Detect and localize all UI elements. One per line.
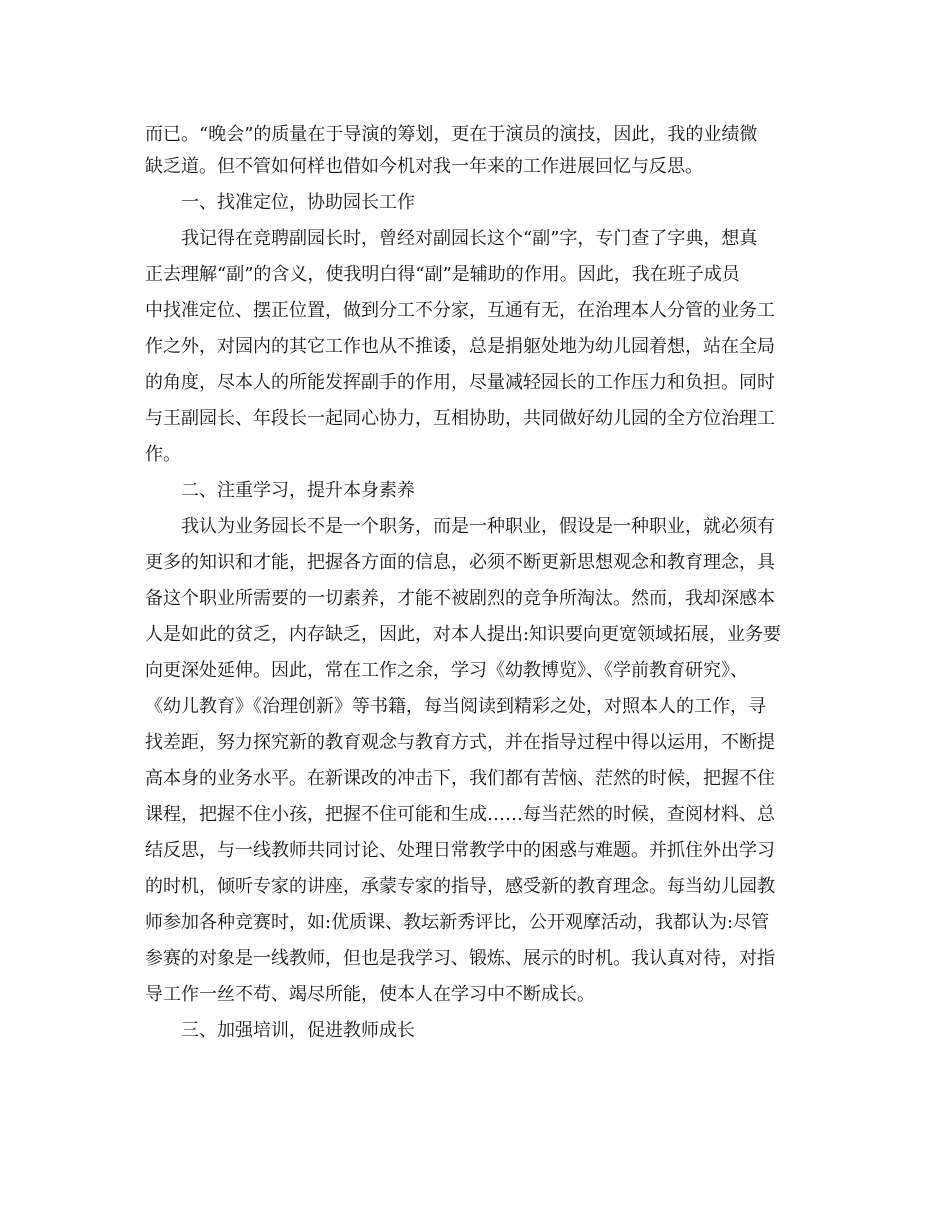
text-line: 课程，把握不住小孩，把握不住可能和生成……每当茫然的时候，查阅材料、总 bbox=[145, 804, 775, 825]
text-line: 结反思，与一线教师共同讨论、处理日常教学中的困惑与难题。并抓住外出学习 bbox=[145, 840, 775, 861]
text-line: 参赛的对象是一线教师，但也是我学习、锻炼、展示的时机。我认真对待，对指 bbox=[145, 948, 775, 969]
text-line: 正去理解“副”的含义，使我明白得“副”是辅助的作用。因此，我在班子成员 bbox=[145, 264, 740, 285]
text-line: 《幼儿教育》《治理创新》等书籍，每当阅读到精彩之处，对照本人的工作，寻 bbox=[145, 696, 766, 717]
text-line: 高本身的业务水平。在新课改的冲击下，我们都有苦恼、茫然的时候，把握不住 bbox=[145, 768, 775, 789]
text-line: 与王副园长、年段长一起同心协力，互相协助，共同做好幼儿园的全方位治理工 bbox=[145, 408, 775, 429]
section-heading: 三、加强培训，促进教师成长 bbox=[181, 1020, 415, 1041]
text-line: 作。 bbox=[145, 444, 181, 465]
text-line: 导工作一丝不苟、竭尽所能，使本人在学习中不断成长。 bbox=[145, 984, 595, 1005]
text-line: 缺乏道。但不管如何样也借如今机对我一年来的工作进展回忆与反思。 bbox=[145, 156, 703, 177]
text-line: 找差距，努力探究新的教育观念与教育方式，并在指导过程中得以运用，不断提 bbox=[145, 732, 775, 753]
text-line: 而已。“晚会”的质量在于导演的筹划，更在于演员的演技，因此，我的业绩微 bbox=[145, 124, 758, 145]
section-heading: 二、注重学习，提升本身素养 bbox=[181, 480, 415, 501]
text-line: 向更深处延伸。因此，常在工作之余，学习《幼教博览》、《学前教育研究》、 bbox=[145, 660, 748, 681]
text-line: 我认为业务园长不是一个职务，而是一种职业，假设是一种职业，就必须有 bbox=[181, 516, 775, 537]
text-line: 的时机，倾听专家的讲座，承蒙专家的指导，感受新的教育理念。每当幼儿园教 bbox=[145, 876, 775, 897]
text-line: 作之外，对园内的其它工作也从不推诿，总是捐躯处地为幼儿园着想，站在全局 bbox=[145, 336, 775, 357]
text-line: 备这个职业所需要的一切素养，才能不被剧烈的竞争所淘汰。然而，我却深感本 bbox=[145, 588, 775, 609]
text-line: 的角度，尽本人的所能发挥副手的作用，尽量减轻园长的工作压力和负担。同时 bbox=[145, 372, 775, 393]
text-line: 师参加各种竞赛时，如:优质课、教坛新秀评比，公开观摩活动，我都认为:尽管 bbox=[145, 912, 770, 933]
text-line: 中找准定位、摆正位置，做到分工不分家，互通有无，在治理本人分管的业务工 bbox=[145, 300, 775, 321]
text-line: 我记得在竞聘副园长时，曾经对副园长这个“副”字，专门查了字典，想真 bbox=[181, 228, 758, 249]
section-heading: 一、找准定位，协助园长工作 bbox=[181, 192, 415, 213]
text-line: 人是如此的贫乏，内存缺乏，因此，对本人提出:知识要向更宽领域拓展，业务要 bbox=[145, 624, 782, 645]
text-line: 更多的知识和才能，把握各方面的信息，必须不断更新思想观念和教育理念，具 bbox=[145, 552, 775, 573]
